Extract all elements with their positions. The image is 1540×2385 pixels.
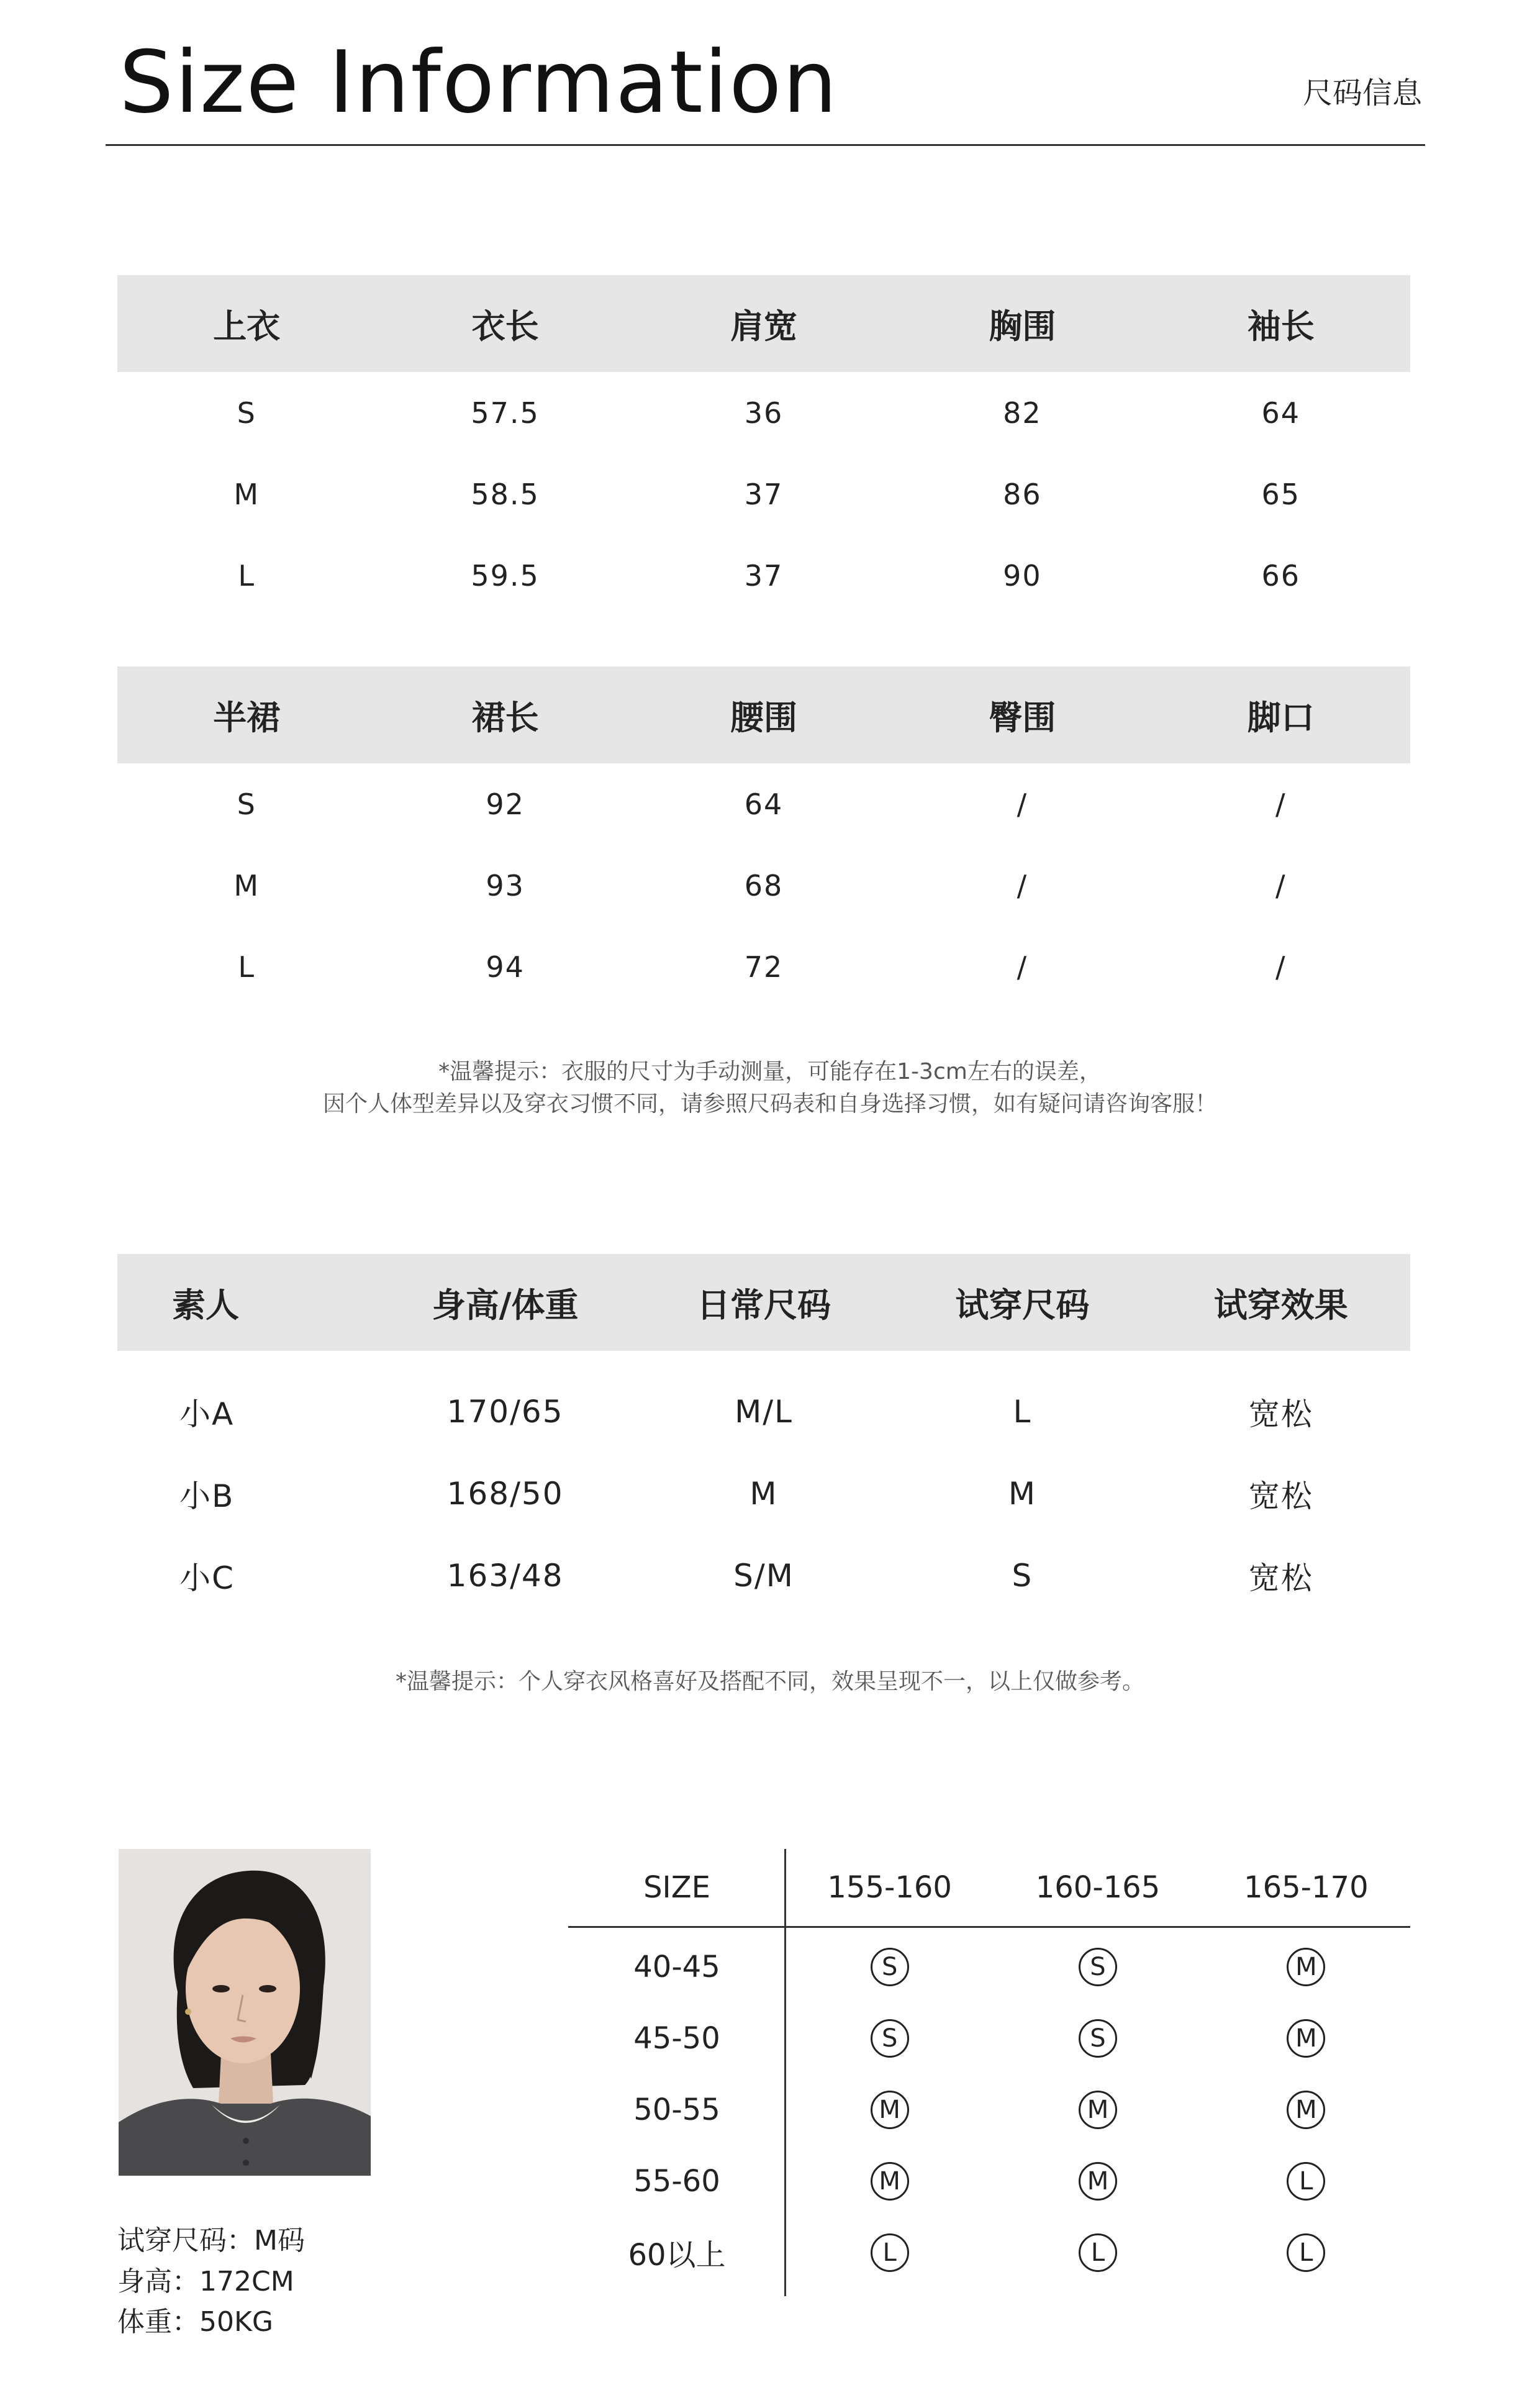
table-cell: 168/50 bbox=[446, 1476, 564, 1512]
table-cell: 65 bbox=[1261, 477, 1301, 511]
size-chart-row bbox=[568, 1931, 1410, 2002]
table-row bbox=[117, 845, 1410, 926]
height-range: 165-170 bbox=[1244, 1870, 1369, 1905]
size-badge: S bbox=[1079, 1948, 1117, 1986]
skirt-header-cell: 脚口 bbox=[1247, 697, 1315, 737]
size-badge: M bbox=[871, 2162, 909, 2201]
model-height: 身高：172CM bbox=[117, 2266, 294, 2297]
measurement-note bbox=[0, 1056, 1540, 1120]
table-row bbox=[117, 1371, 1410, 1453]
skirt-header-cell: 腰围 bbox=[730, 697, 797, 737]
table-cell: L bbox=[238, 558, 256, 593]
tryon-table-header bbox=[117, 1254, 1410, 1351]
tryon-header-cell: 素人 bbox=[172, 1285, 239, 1325]
table-cell: 72 bbox=[744, 950, 784, 984]
size-badge: S bbox=[1079, 2019, 1117, 2058]
size-chart-row bbox=[568, 2002, 1410, 2074]
title-divider bbox=[106, 144, 1425, 146]
table-cell: 82 bbox=[1003, 396, 1042, 430]
weight-range: 45-50 bbox=[633, 2020, 720, 2056]
weight-range: 60以上 bbox=[628, 2238, 726, 2273]
table-cell: S/M bbox=[733, 1558, 794, 1594]
size-badge: M bbox=[1287, 2019, 1325, 2058]
table-cell: 66 bbox=[1261, 558, 1301, 593]
skirt-header-cell: 半裙 bbox=[213, 697, 281, 737]
table-cell: 37 bbox=[744, 477, 784, 511]
top-header-cell: 上衣 bbox=[213, 306, 281, 346]
table-cell: M bbox=[233, 477, 260, 511]
table-row bbox=[117, 926, 1410, 1007]
skirt-header-cell: 裙长 bbox=[471, 697, 539, 737]
table-cell: / bbox=[1275, 950, 1287, 984]
table-cell: 宽松 bbox=[1248, 1560, 1313, 1596]
note-line: 因个人体型差异以及穿衣习惯不同，请参照尺码表和自身选择习惯，如有疑问请咨询客服！ bbox=[322, 1091, 1217, 1117]
table-cell: M bbox=[233, 868, 260, 902]
model-photo bbox=[119, 1849, 371, 2176]
table-cell: M bbox=[1008, 1476, 1036, 1512]
table-cell: 57.5 bbox=[471, 396, 540, 430]
table-cell: 170/65 bbox=[446, 1394, 564, 1430]
skirt-size-table bbox=[117, 666, 1410, 1007]
weight-range: 55-60 bbox=[633, 2163, 720, 2199]
table-cell: 小C bbox=[179, 1560, 235, 1596]
table-cell: L bbox=[238, 950, 256, 984]
table-cell: / bbox=[1017, 787, 1028, 821]
table-cell: 94 bbox=[486, 950, 525, 984]
size-badge: L bbox=[1079, 2233, 1117, 2272]
table-row bbox=[117, 1535, 1410, 1617]
table-cell: 64 bbox=[744, 787, 784, 821]
top-header-cell: 胸围 bbox=[989, 306, 1056, 346]
table-row bbox=[117, 453, 1410, 535]
top-size-table bbox=[117, 275, 1410, 616]
size-badge: L bbox=[1287, 2162, 1325, 2201]
size-chart-row bbox=[568, 2145, 1410, 2217]
size-badge: L bbox=[871, 2233, 909, 2272]
table-cell: 宽松 bbox=[1248, 1396, 1313, 1432]
size-badge: M bbox=[1079, 2091, 1117, 2129]
size-badge: L bbox=[1287, 2233, 1325, 2272]
table-cell: 小B bbox=[179, 1478, 235, 1514]
table-cell: 小A bbox=[179, 1396, 235, 1432]
table-cell: 37 bbox=[744, 558, 784, 593]
height-range: 155-160 bbox=[827, 1870, 952, 1905]
table-cell: 58.5 bbox=[471, 477, 540, 511]
top-header-cell: 袖长 bbox=[1247, 306, 1315, 346]
table-cell: 宽松 bbox=[1248, 1478, 1313, 1514]
table-cell: 92 bbox=[486, 787, 525, 821]
tryon-header-cell: 试穿尺码 bbox=[955, 1285, 1090, 1325]
size-chart-header bbox=[568, 1849, 1410, 1928]
size-badge: M bbox=[1287, 2091, 1325, 2129]
table-cell: 64 bbox=[1261, 396, 1301, 430]
model-weight: 体重：50KG bbox=[117, 2306, 273, 2338]
size-badge: S bbox=[871, 2019, 909, 2058]
tryon-note: *温馨提示：个人穿衣风格喜好及搭配不同，效果呈现不一，以上仅做参考。 bbox=[395, 1669, 1144, 1694]
table-row bbox=[117, 1453, 1410, 1535]
table-cell: / bbox=[1017, 868, 1028, 902]
table-cell: S bbox=[237, 396, 256, 430]
table-cell: 68 bbox=[744, 868, 784, 902]
table-cell: / bbox=[1017, 950, 1028, 984]
size-badge: M bbox=[1079, 2162, 1117, 2201]
skirt-header-cell: 臀围 bbox=[989, 697, 1056, 737]
table-cell: / bbox=[1275, 868, 1287, 902]
tryon-header-cell: 日常尺码 bbox=[696, 1285, 831, 1325]
weight-range: 40-45 bbox=[633, 1949, 720, 1984]
table-cell: 93 bbox=[486, 868, 525, 902]
note-line: *温馨提示：衣服的尺寸为手动测量，可能存在1-3cm左右的误差， bbox=[438, 1059, 1102, 1084]
top-table-header bbox=[117, 275, 1410, 372]
model-tryon-size: 试穿尺码：M码 bbox=[117, 2225, 305, 2256]
tryon-header-cell: 试穿效果 bbox=[1213, 1285, 1348, 1325]
table-row bbox=[117, 763, 1410, 845]
table-cell: S bbox=[1012, 1558, 1033, 1594]
weight-range: 50-55 bbox=[633, 2092, 720, 2127]
table-cell: 90 bbox=[1003, 558, 1042, 593]
size-badge: M bbox=[871, 2091, 909, 2129]
size-badge: S bbox=[871, 1948, 909, 1986]
top-header-cell: 肩宽 bbox=[730, 306, 797, 346]
size-chart-row bbox=[568, 2217, 1410, 2288]
table-cell: / bbox=[1275, 787, 1287, 821]
table-cell: L bbox=[1013, 1394, 1032, 1430]
model-portrait-image bbox=[119, 1849, 371, 2176]
table-cell: S bbox=[237, 787, 256, 821]
size-recommendation-chart bbox=[568, 1849, 1410, 2288]
table-cell: 163/48 bbox=[446, 1558, 564, 1594]
tryon-header-cell: 身高/体重 bbox=[432, 1285, 579, 1325]
top-header-cell: 衣长 bbox=[471, 306, 539, 346]
size-chart-row bbox=[568, 2074, 1410, 2145]
table-row bbox=[117, 535, 1410, 616]
table-cell: 86 bbox=[1003, 477, 1042, 511]
height-range: 160-165 bbox=[1035, 1870, 1161, 1905]
tryon-table bbox=[117, 1254, 1410, 1617]
size-badge: M bbox=[1287, 1948, 1325, 1986]
table-cell: 59.5 bbox=[471, 558, 540, 593]
table-cell: M/L bbox=[735, 1394, 793, 1430]
page-title: Size Information bbox=[119, 32, 838, 132]
table-cell: M bbox=[750, 1476, 778, 1512]
size-chart-corner: SIZE bbox=[643, 1870, 710, 1905]
skirt-table-header bbox=[117, 666, 1410, 763]
table-row bbox=[117, 372, 1410, 453]
table-cell: 36 bbox=[744, 396, 784, 430]
page-subtitle: 尺码信息 bbox=[1302, 76, 1422, 111]
